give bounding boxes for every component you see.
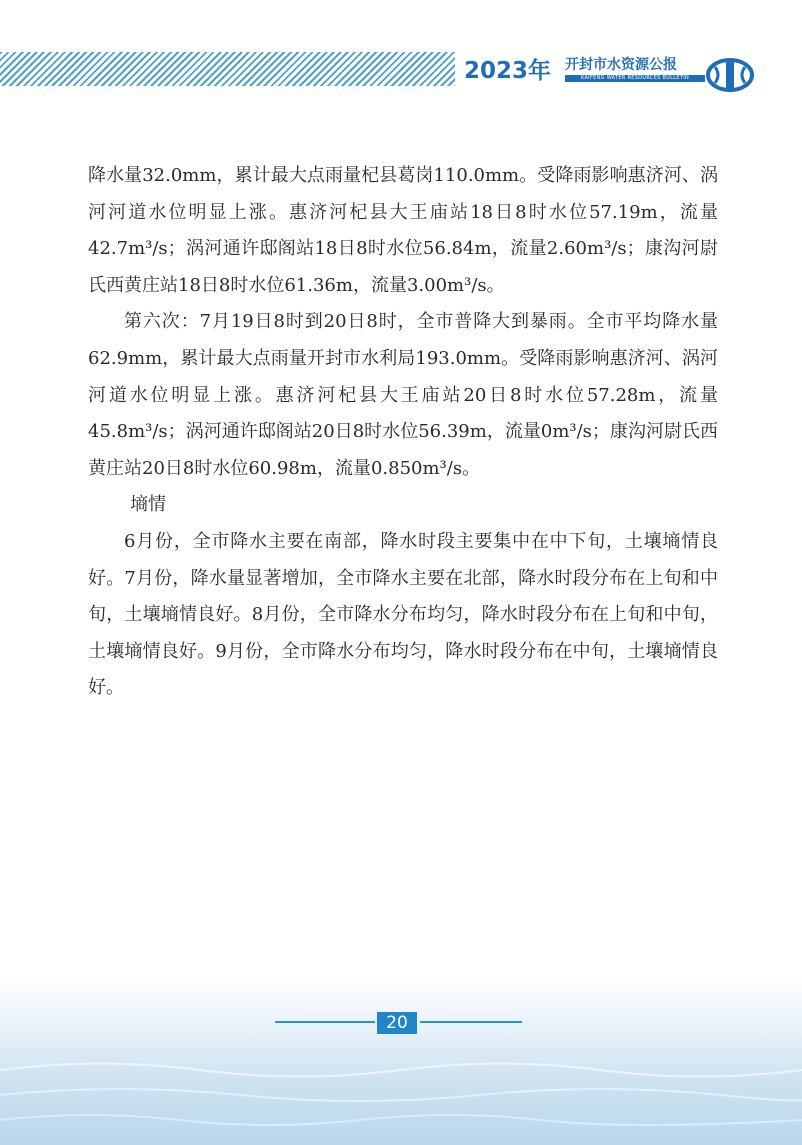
header-hatch-band xyxy=(0,52,455,86)
page-number-rule-left xyxy=(275,1021,375,1023)
paragraph-rainfall-event-5: 降水量32.0mm，累计最大点雨量杞县葛岗110.0mm。受降雨影响惠济河、涡河河道水位明显上涨。惠济河杞县大王庙站18日8时水位57.19m，流量42.7m³/s；涡河通许邸阁站18日8时水位56.84m，流量2.60m³/s；康沟河尉氏西黄庄站18日8时水位61.36m，流量3.00m³/s。 xyxy=(88,165,718,296)
paragraph-soil-moisture: 6月份，全市降水主要在南部，降水时段主要集中在中下旬，土壤墒情良好。7月份，降水量显著增加，全市降水主要在北部，降水时段分布在上旬和中旬，土壤墒情良好。8月份，全市降水分布均匀，降水时段分布在上旬和中旬，土壤墒情良好。9月份，全市降水分布均匀，降水时段分布在中旬，土壤墒情良好。 xyxy=(88,530,718,699)
page-number-rule-right xyxy=(420,1021,522,1023)
header-year: 2023年 xyxy=(464,58,552,84)
section-heading-soil-moisture: 墒情 xyxy=(130,494,166,516)
header-title-block xyxy=(464,56,744,88)
body-text xyxy=(88,158,718,707)
header-title-en: KAIFENG WATER RESOURCES BULLETIN xyxy=(565,75,705,82)
footer-waves-decoration xyxy=(0,975,802,1145)
page-number: 20 xyxy=(377,1012,417,1034)
paragraph-rainfall-event-6: 第六次：7月19日8时到20日8时，全市普降大到暴雨。全市平均降水量62.9mm，累计最大点雨量开封市水利局193.0mm。受降雨影响惠济河、涡河河道水位明显上涨。惠济河杞县大王庙站20日8时水位57.28m，流量45.8m³/s；涡河通许邸阁站20日8时水位56.39m，流量0m³/s；康沟河尉氏西黄庄站20日8时水位60.98m，流量0.850m³/s。 xyxy=(88,311,718,479)
water-bureau-logo-icon xyxy=(705,58,755,92)
header-title-cn: 开封市水资源公报 xyxy=(565,57,677,73)
